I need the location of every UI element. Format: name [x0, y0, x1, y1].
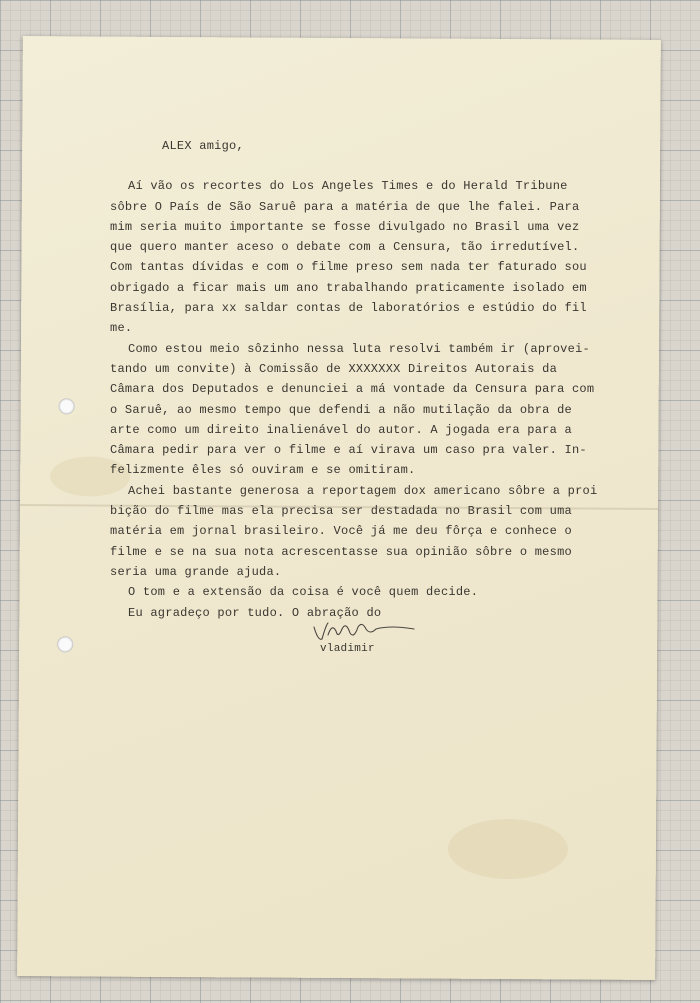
paragraph-2: [110, 339, 630, 481]
text-line: O tom e a extensão da coisa é você quem decide.: [128, 585, 479, 600]
text-line: Como estou meio sôzinho nessa luta resolvi também ir (aprovei-: [128, 341, 590, 356]
text-line: Aí vão os recortes do Los Angeles Times e do Herald Tribune: [128, 179, 568, 194]
text-line: Câmara dos Deputados e denunciei a má vontade da Censura para com: [110, 382, 595, 397]
text-line: tando um convite) à Comissão de XXXXXXX Direitos Autorais da: [110, 361, 558, 376]
text-line: o Saruê, ao mesmo tempo que defendi a não mutilação da obra de: [110, 402, 572, 417]
text-line: que quero manter aceso o debate com a Censura, tão irredutível.: [110, 240, 580, 255]
text-line: mim seria muito importante se fosse divulgado no Brasil uma vez: [110, 219, 580, 234]
text-line: arte como um direito inalienável do autor. A jogada era para a: [110, 422, 572, 437]
text-line: seria uma grande ajuda.: [110, 564, 282, 579]
paper-stain: [448, 819, 568, 880]
text-line: felizmente êles só ouviram e se omitiram.: [110, 463, 416, 478]
text-line: me.: [110, 321, 133, 336]
text-line: bição do filme mas ela precisa ser destadada no Brasil com uma: [110, 504, 572, 519]
closing-line: Eu agradeço por tudo. O abração do: [128, 605, 382, 620]
typed-signature-name: vladimir: [320, 642, 375, 655]
text-line: Com tantas dívidas e com o filme preso sem nada ter faturado sou: [110, 260, 587, 275]
paragraph-1: [110, 176, 630, 338]
text-line: Câmara pedir para ver o filme e aí virava um caso pra valer. In-: [110, 443, 587, 458]
text-line: filme e se na sua nota acrescentasse sua opinião sôbre o mesmo: [110, 544, 572, 559]
text-line: Achei bastante generosa a reportagem dox americano sôbre a proi: [128, 483, 598, 498]
text-line: obrigado a ficar mais um ano trabalhando praticamente isolado em: [110, 280, 587, 295]
letter-body: [110, 136, 630, 657]
text-line: Brasília, para xx saldar contas de laboratórios e estúdio do fil: [110, 301, 587, 316]
text-line: matéria em jornal brasileiro. Você já me deu fôrça e conhece o: [110, 524, 572, 539]
paragraph-4: [110, 582, 630, 602]
paragraph-3: [110, 481, 630, 582]
punch-hole: [59, 398, 75, 414]
punch-hole: [57, 636, 73, 652]
text-line: sôbre O País de São Saruê para a matéria de que lhe falei. Para: [110, 199, 580, 214]
signature-block: [310, 623, 630, 657]
salutation: ALEX amigo,: [162, 139, 244, 153]
